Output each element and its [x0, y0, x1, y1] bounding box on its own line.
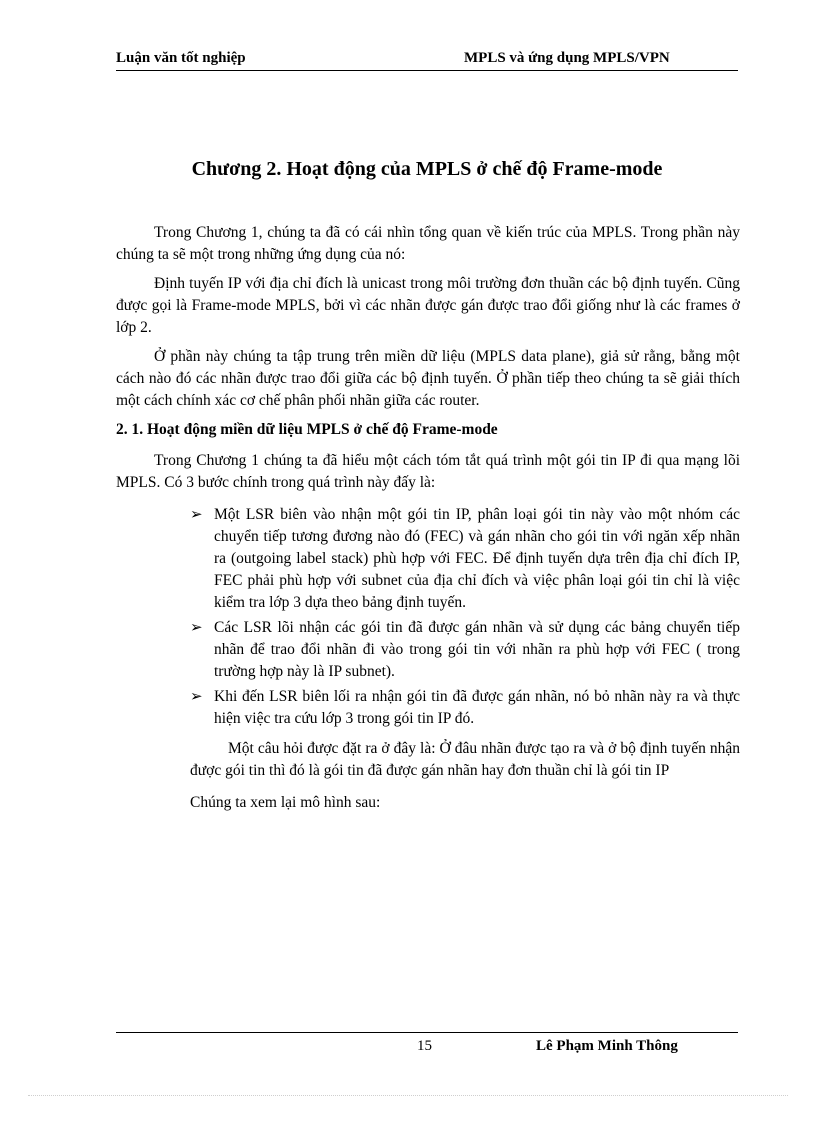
- header-left-title: Luận văn tốt nghiệp: [116, 50, 246, 66]
- paragraph-2: Định tuyến IP với địa chỉ đích là unicast trong môi trường đơn thuần các bộ định tuyến. Cũng được gọi là Frame-mode MPLS, bởi vì các nhãn được gán được trao đổi giống như là các frames ở lớp 2.: [116, 275, 740, 336]
- list-item: [190, 617, 740, 683]
- closing-paragraph: Chúng ta xem lại mô hình sau:: [190, 794, 381, 811]
- arrow-bullet-icon: ➢: [190, 620, 203, 636]
- footer-author: Lê Phạm Minh Thông: [536, 1038, 678, 1054]
- paragraph-1: Trong Chương 1, chúng ta đã có cái nhìn tổng quan về kiến trúc của MPLS. Trong phần này chúng ta sẽ một trong những ứng dụng của nó:: [116, 224, 740, 263]
- header-right-title: MPLS và ứng dụng MPLS/VPN: [464, 50, 670, 66]
- arrow-bullet-icon: ➢: [190, 507, 203, 523]
- page-number: 15: [417, 1038, 432, 1054]
- bullet-text: Các LSR lõi nhận các gói tin đã được gán nhãn và sử dụng các bảng chuyển tiếp nhãn để trao đổi nhãn đi vào trong gói tin với nhãn ra phù hợp với FEC ( trong trường hợp này là IP subnet).: [214, 619, 740, 680]
- page-header: [116, 46, 738, 71]
- bullet-text: Khi đến LSR biên lối ra nhận gói tin đã được gán nhãn, nó bỏ nhãn này ra và thực hiện việc tra cứu lớp 3 trong gói tin IP đó.: [214, 688, 740, 727]
- bullet-text: Một LSR biên vào nhận một gói tin IP, phân loại gói tin này vào một nhóm các chuyển tiếp tương đương nào đó (FEC) và gán nhãn cho gói tin với ngăn xếp nhãn ra (outgoing label stack) phù hợp với FEC. Để định tuyến dựa trên địa chỉ đích IP, FEC phải phù hợp với subnet của địa chỉ đích và việc phân loại gói tin chỉ là việc kiểm tra lớp 3 dựa theo bảng định tuyến.: [214, 506, 740, 611]
- bullet-list: [116, 504, 740, 730]
- document-body: [116, 222, 740, 814]
- list-item: [190, 504, 740, 614]
- paragraph-3: Ở phần này chúng ta tập trung trên miền dữ liệu (MPLS data plane), giả sử rằng, bằng một cách nào đó các nhãn được trao đổi giữa các bộ định tuyến. Ở phần tiếp theo chúng ta sẽ giải thích một cách chính xác cơ chế phân phối nhãn giữa các router.: [116, 348, 740, 409]
- list-item: [190, 686, 740, 730]
- arrow-bullet-icon: ➢: [190, 689, 203, 705]
- page-bottom-divider: [28, 1095, 788, 1096]
- question-paragraph: Một câu hỏi được đặt ra ở đây là: Ở đâu nhãn được tạo ra và ở bộ định tuyến nhận được gói tin thì đó là gói tin đã được gán nhãn hay đơn thuần chỉ là gói tin IP: [190, 740, 740, 779]
- page-footer: [116, 1032, 738, 1059]
- section-intro: Trong Chương 1 chúng ta đã hiểu một cách tóm tắt quá trình một gói tin IP đi qua mạng lõi MPLS. Có 3 bước chính trong quá trình này đấy là:: [116, 452, 740, 491]
- chapter-title: Chương 2. Hoạt động của MPLS ở chế độ Frame-mode: [191, 158, 663, 180]
- section-heading: 2. 1. Hoạt động miền dữ liệu MPLS ở chế độ Frame-mode: [116, 421, 498, 438]
